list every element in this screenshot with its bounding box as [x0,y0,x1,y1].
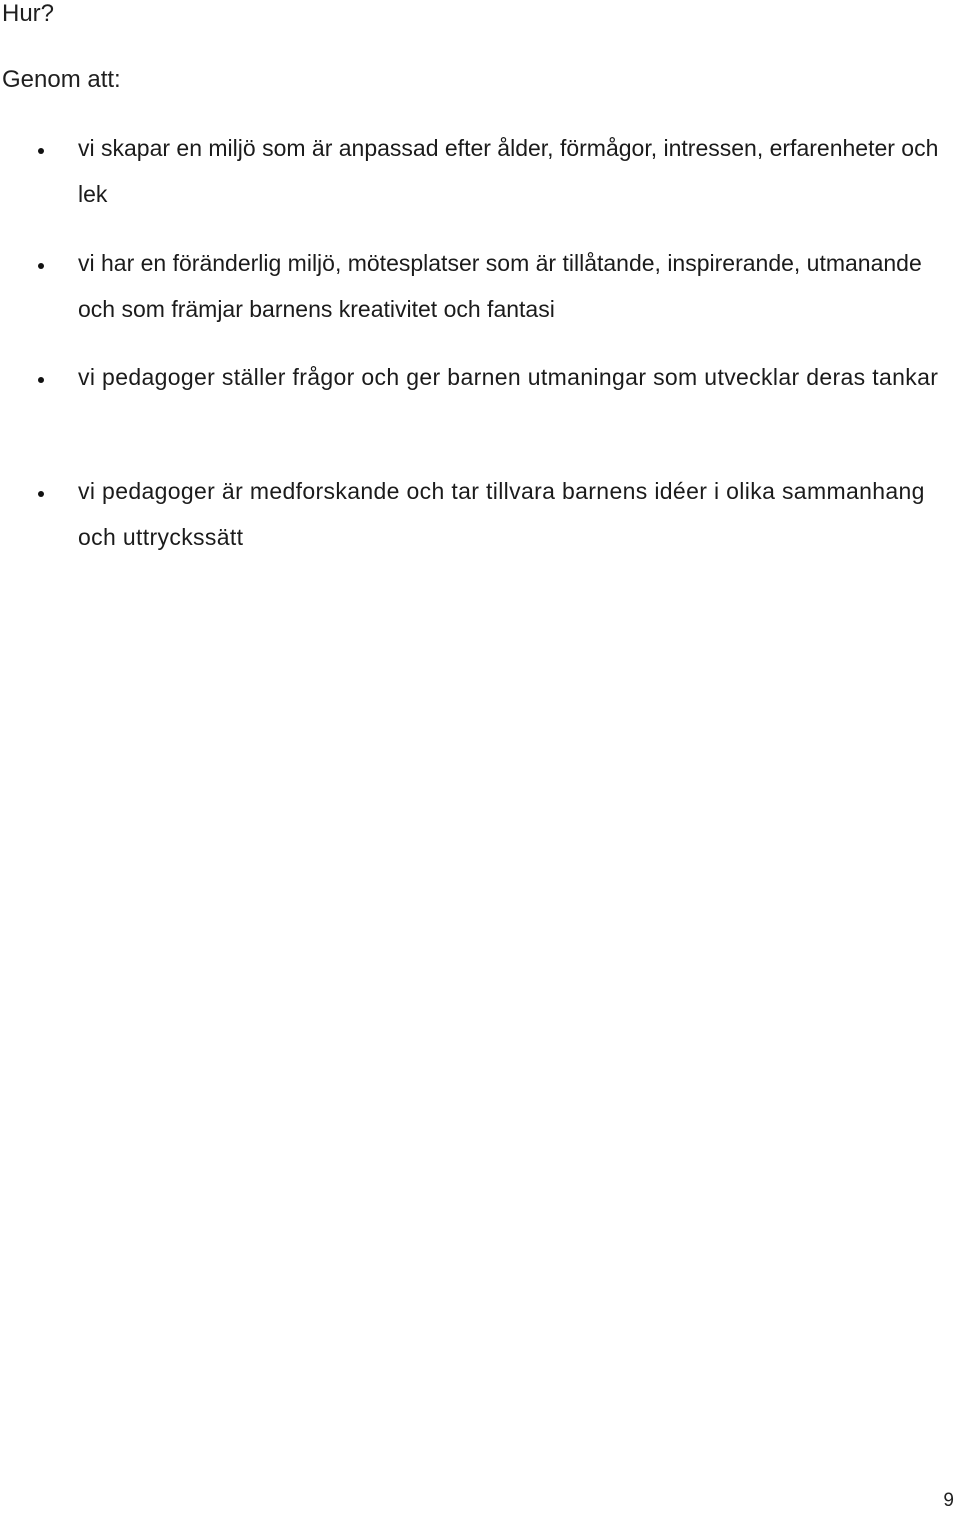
list-item [0,137,960,237]
bullet-dot-icon [38,377,44,383]
list-item [0,252,960,352]
list-item-text: vi pedagoger ställer frågor och ger barnen utmaningar som utvecklar deras tankar [78,364,939,390]
bullet-dot-icon [38,491,44,497]
list-item-text: vi skapar en miljö som är anpassad efter ålder, förmågor, intressen, erfarenheter och lek [78,135,939,207]
list-item [0,480,960,580]
intro-heading: Genom att: [2,66,121,93]
bullet-dot-icon [38,263,44,269]
list-item [0,366,960,466]
list-item-text: vi pedagoger är medforskande och tar tillvara barnens idéer i olika sammanhang och uttryckssätt [78,478,925,550]
question-heading: Hur? [2,0,55,27]
page-number: 9 [943,1490,954,1511]
list-item-text: vi har en föränderlig miljö, mötesplatser som är tillåtande, inspirerande, utmanande och som främjar barnens kreativitet och fantasi [78,250,922,322]
bullet-dot-icon [38,148,44,154]
